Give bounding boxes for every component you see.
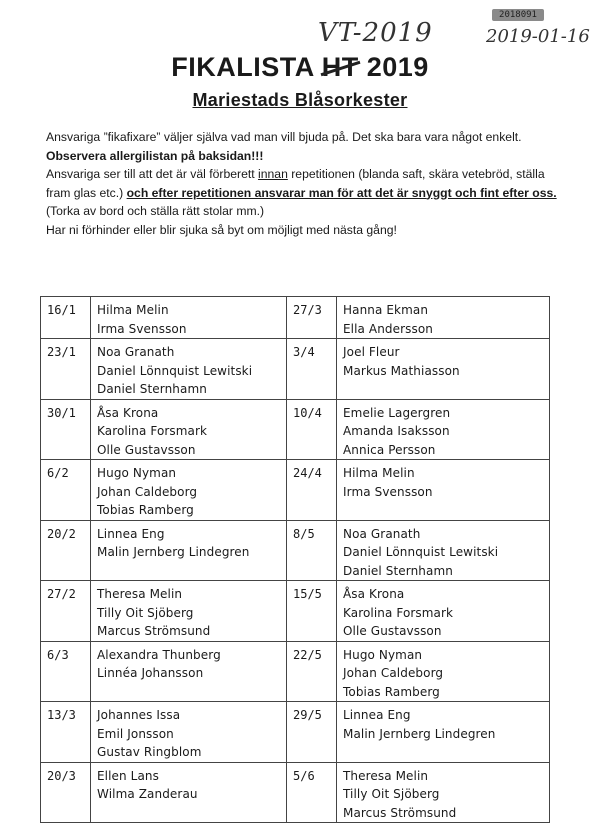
intro-p2-text-c: (Torka av bord och ställa rätt stolar mm.)	[46, 204, 265, 218]
date-cell: 20/3	[41, 762, 91, 823]
names-cell	[91, 460, 287, 521]
date-cell: 5/6	[287, 762, 337, 823]
names-cell	[91, 399, 287, 460]
person-name: Ella Andersson	[343, 321, 434, 336]
person-name: Hanna Ekman	[343, 303, 429, 317]
allergy-notice: Observera allergilistan på baksidan!!!	[46, 148, 264, 163]
person-name: Noa Granath	[343, 526, 421, 541]
person-name: Daniel Sternhamn	[97, 382, 207, 396]
title-struck-term: HT	[321, 52, 359, 82]
person-name: Karolina Forsmark	[343, 605, 454, 620]
intro-p1-text: Ansvariga ”fikafixare” väljer själva vad man vill bjuda på. Det ska bara vara något enkelt.	[46, 130, 522, 144]
person-name: Linnea Eng	[343, 708, 411, 722]
date-cell: 15/5	[287, 581, 337, 642]
person-name: Marcus Strömsund	[97, 624, 211, 638]
schedule-table	[40, 296, 550, 823]
date-cell: 27/2	[41, 581, 91, 642]
names-cell	[91, 702, 287, 763]
names-cell	[337, 641, 550, 702]
person-name: Wilma Zanderau	[97, 787, 198, 801]
names-cell	[91, 762, 287, 823]
person-name: Daniel Lönnquist Lewitski	[343, 545, 499, 559]
names-cell	[337, 702, 550, 763]
table-row	[41, 339, 550, 400]
person-name: Ellen Lans	[97, 768, 159, 783]
names-cell	[337, 520, 550, 581]
date-cell: 24/4	[287, 460, 337, 521]
person-name: Daniel Lönnquist Lewitski	[97, 363, 253, 378]
person-name: Emelie Lagergren	[343, 405, 451, 420]
names-cell	[337, 297, 550, 339]
intro-p2-text-a: Ansvariga ser till att det är väl förberett	[46, 167, 259, 181]
person-name: Tilly Oit Sjöberg	[97, 605, 194, 620]
person-name: Theresa Melin	[97, 587, 183, 601]
date-cell: 29/5	[287, 702, 337, 763]
handwritten-term-code: VT-2019	[318, 18, 433, 48]
person-name: Alexandra Thunberg	[97, 647, 221, 662]
table-row	[41, 399, 550, 460]
date-cell: 6/3	[41, 641, 91, 702]
person-name: Johan Caldeborg	[97, 484, 198, 499]
person-name: Irma Svensson	[97, 321, 187, 336]
table-row	[41, 581, 550, 642]
date-cell: 27/3	[287, 297, 337, 339]
person-name: Linnéa Johansson	[97, 666, 204, 680]
person-name: Åsa Krona	[343, 587, 405, 601]
person-name: Hilma Melin	[343, 466, 415, 480]
person-name: Hugo Nyman	[343, 647, 423, 662]
person-name: Malin Jernberg Lindegren	[343, 726, 496, 741]
handwritten-date: 2019-01-16	[486, 26, 590, 47]
page-title	[0, 52, 600, 83]
person-name: Daniel Sternhamn	[343, 563, 453, 578]
date-cell: 10/4	[287, 399, 337, 460]
person-name: Emil Jonsson	[97, 726, 174, 741]
person-name: Karolina Forsmark	[97, 424, 208, 438]
date-cell: 16/1	[41, 297, 91, 339]
table-row	[41, 297, 550, 339]
table-row	[41, 702, 550, 763]
date-cell: 13/3	[41, 702, 91, 763]
intro-p2-text-b: repetitionen (blanda saft, skära vetebröd, ställa fram glas etc.)	[46, 167, 545, 200]
archive-stamp: 2018091	[492, 9, 544, 21]
table-row	[41, 520, 550, 581]
person-name: Johan Caldeborg	[343, 666, 444, 680]
person-name: Hilma Melin	[97, 303, 169, 317]
intro-p2-before: innan	[258, 167, 288, 181]
date-cell: 8/5	[287, 520, 337, 581]
person-name: Olle Gustavsson	[343, 624, 442, 638]
table-row	[41, 762, 550, 823]
person-name: Gustav Ringblom	[97, 745, 202, 759]
person-name: Annica Persson	[343, 442, 436, 457]
names-cell	[337, 762, 550, 823]
person-name: Tilly Oit Sjöberg	[343, 787, 440, 801]
person-name: Linnea Eng	[97, 526, 165, 541]
person-name: Irma Svensson	[343, 484, 433, 499]
person-name: Hugo Nyman	[97, 466, 177, 480]
date-cell: 23/1	[41, 339, 91, 400]
person-name: Marcus Strömsund	[343, 805, 457, 820]
names-cell	[91, 520, 287, 581]
person-name: Olle Gustavsson	[97, 442, 196, 457]
person-name: Tobias Ramberg	[97, 503, 194, 517]
names-cell	[337, 581, 550, 642]
names-cell	[337, 460, 550, 521]
names-cell	[91, 297, 287, 339]
date-cell: 3/4	[287, 339, 337, 400]
names-cell	[91, 581, 287, 642]
person-name: Joel Fleur	[343, 345, 400, 359]
date-cell: 22/5	[287, 641, 337, 702]
person-name: Amanda Isaksson	[343, 424, 450, 438]
title-prefix: FIKALISTA	[171, 52, 322, 82]
intro-text	[46, 128, 566, 239]
names-cell	[91, 339, 287, 400]
names-cell	[337, 399, 550, 460]
person-name: Theresa Melin	[343, 768, 429, 783]
intro-paragraph-2	[46, 165, 566, 221]
names-cell	[337, 339, 550, 400]
table-row	[41, 641, 550, 702]
cleanup-notice: och efter repetitionen ansvarar man för att det är snyggt och fint efter oss.	[126, 185, 557, 200]
person-name: Johannes Issa	[97, 708, 181, 722]
person-name: Åsa Krona	[97, 405, 159, 420]
person-name: Noa Granath	[97, 345, 175, 359]
person-name: Tobias Ramberg	[343, 684, 440, 699]
intro-paragraph-3: Har ni förhinder eller blir sjuka så byt om möjligt med nästa gång!	[46, 222, 397, 237]
date-cell: 20/2	[41, 520, 91, 581]
date-cell: 30/1	[41, 399, 91, 460]
date-cell: 6/2	[41, 460, 91, 521]
intro-paragraph-1	[46, 128, 566, 165]
person-name: Malin Jernberg Lindegren	[97, 545, 250, 559]
person-name: Markus Mathiasson	[343, 363, 460, 378]
table-row	[41, 460, 550, 521]
title-suffix: 2019	[358, 52, 429, 82]
page-subtitle: Mariestads Blåsorkester	[192, 90, 408, 110]
names-cell	[91, 641, 287, 702]
